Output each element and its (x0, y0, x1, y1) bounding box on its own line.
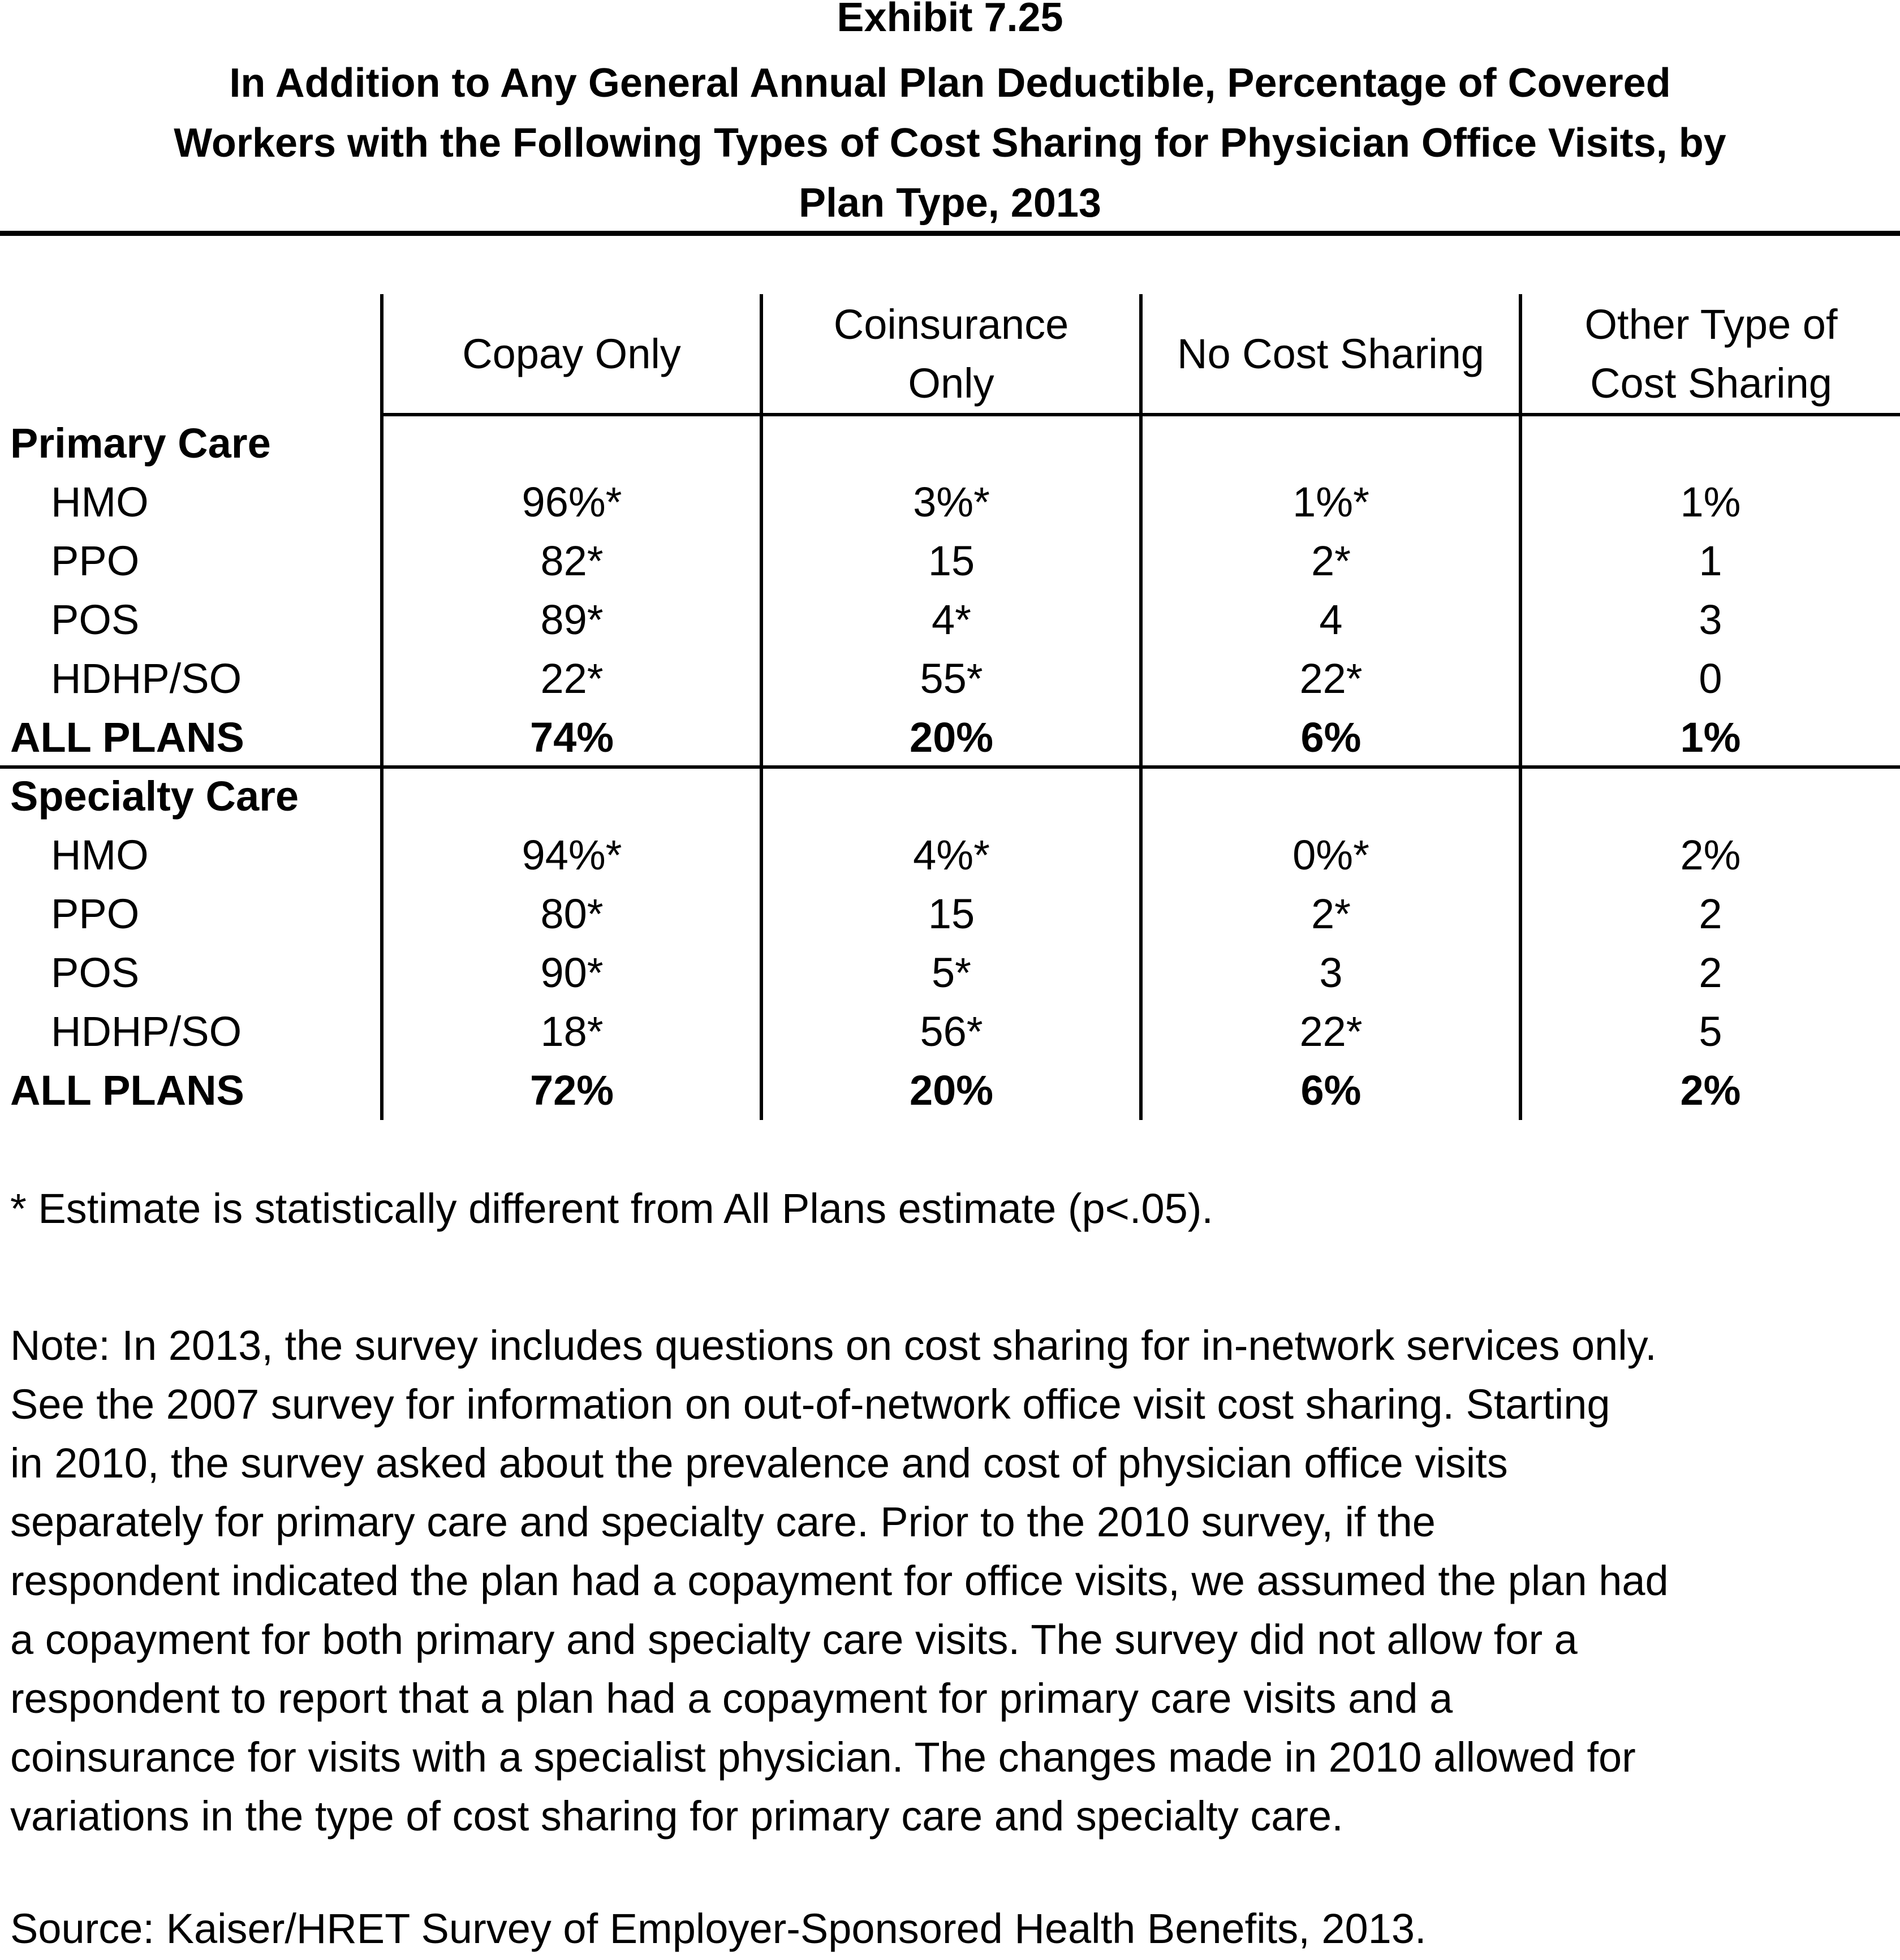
cell-coinsurance-only: 20% (909, 1067, 994, 1114)
cell-coinsurance-only: 20% (909, 714, 994, 761)
column-header-label: Coinsurance Only (833, 301, 1069, 407)
cell-no-cost-sharing: 22* (1299, 1008, 1363, 1055)
cell-other-cost-sharing: 1% (1680, 479, 1741, 525)
cell-other-cost-sharing: 1% (1680, 714, 1741, 761)
cell-other-cost-sharing: 2% (1680, 832, 1741, 878)
row-label: HDHP/SO (51, 655, 242, 702)
cell-coinsurance-only: 15 (928, 890, 975, 937)
cell-coinsurance-only: 4%* (913, 832, 990, 878)
cell-no-cost-sharing: 22* (1299, 655, 1363, 702)
row-label: ALL PLANS (10, 1067, 244, 1114)
cell-coinsurance-only: 56* (920, 1008, 983, 1055)
section-row-specialty-care (0, 767, 1900, 826)
note-line: variations in the type of cost sharing for primary care and specialty care. (10, 1793, 1343, 1840)
table-row (0, 473, 1900, 532)
row-label: POS (51, 596, 140, 643)
cell-other-cost-sharing: 1 (1699, 537, 1722, 584)
cell-coinsurance-only: 15 (928, 537, 975, 584)
note-line: coinsurance for visits with a specialist physician. The changes made in 2010 allowed for (10, 1734, 1636, 1781)
column-header-coinsurance-only (763, 294, 1139, 414)
cell-coinsurance-only: 55* (920, 655, 983, 702)
table-row (0, 826, 1900, 885)
title-divider (0, 231, 1900, 236)
section-label: Primary Care (10, 420, 271, 467)
column-header-label: Other Type of Cost Sharing (1584, 301, 1838, 407)
cell-copay-only: 82* (540, 537, 604, 584)
note-line: See the 2007 survey for information on out-of-network office visit cost sharing. Starting (10, 1381, 1610, 1428)
cell-coinsurance-only: 3%* (913, 479, 990, 525)
source-citation: Source: Kaiser/HRET Survey of Employer-Sponsored Health Benefits, 2013. (10, 1905, 1427, 1952)
section-label: Specialty Care (10, 773, 299, 820)
cell-other-cost-sharing: 0 (1699, 655, 1722, 702)
cell-no-cost-sharing: 2* (1311, 537, 1351, 584)
cell-no-cost-sharing: 6% (1300, 1067, 1362, 1114)
cell-copay-only: 89* (540, 596, 604, 643)
note-line: respondent to report that a plan had a copayment for primary care visits and a (10, 1675, 1453, 1722)
note-line: separately for primary care and specialty care. Prior to the 2010 survey, if the (10, 1498, 1436, 1545)
cell-no-cost-sharing: 0%* (1292, 832, 1369, 878)
cell-coinsurance-only: 4* (932, 596, 971, 643)
significance-footnote: * Estimate is statistically different from All Plans estimate (p<.05). (10, 1185, 1213, 1232)
row-label: PPO (51, 890, 140, 937)
exhibit-title (23, 53, 1877, 233)
table-row (0, 944, 1900, 1002)
row-label: PPO (51, 537, 140, 584)
cell-no-cost-sharing: 6% (1300, 714, 1362, 761)
cell-no-cost-sharing: 3 (1319, 949, 1343, 996)
cell-no-cost-sharing: 1%* (1292, 479, 1369, 525)
cell-copay-only: 72% (529, 1067, 614, 1114)
cell-no-cost-sharing: 4 (1319, 596, 1343, 643)
table-row (0, 649, 1900, 708)
cell-other-cost-sharing: 2% (1680, 1067, 1741, 1114)
cell-coinsurance-only: 5* (932, 949, 971, 996)
title-line-2: Workers with the Following Types of Cost Sharing for Physician Office Visits, by (174, 120, 1726, 166)
cell-other-cost-sharing: 2 (1699, 949, 1722, 996)
methodology-note (10, 1316, 1894, 1846)
cell-no-cost-sharing: 2* (1311, 890, 1351, 937)
cell-copay-only: 18* (540, 1008, 604, 1055)
table-row (0, 885, 1900, 944)
title-line-1: In Addition to Any General Annual Plan Deductible, Percentage of Covered (229, 61, 1671, 106)
cell-other-cost-sharing: 5 (1699, 1008, 1722, 1055)
note-line: respondent indicated the plan had a copayment for office visits, we assumed the plan had (10, 1557, 1669, 1604)
table-row (0, 591, 1900, 649)
cell-copay-only: 94%* (522, 832, 622, 878)
cell-copay-only: 80* (540, 890, 604, 937)
table-row (0, 1002, 1900, 1061)
row-label: HDHP/SO (51, 1008, 242, 1055)
cell-copay-only: 96%* (522, 479, 622, 525)
note-line: in 2010, the survey asked about the prevalence and cost of physician office visits (10, 1440, 1508, 1487)
column-header-copay-only: Copay Only (462, 330, 681, 377)
cell-other-cost-sharing: 2 (1699, 890, 1722, 937)
cell-copay-only: 22* (540, 655, 604, 702)
row-label: HMO (51, 479, 149, 525)
column-header-no-cost-sharing: No Cost Sharing (1177, 330, 1484, 377)
cost-sharing-table (0, 294, 1900, 1120)
row-label: POS (51, 949, 140, 996)
cell-other-cost-sharing: 3 (1699, 596, 1722, 643)
note-line: Note: In 2013, the survey includes questions on cost sharing for in-network services only. (10, 1322, 1657, 1369)
cell-copay-only: 90* (540, 949, 604, 996)
table-row (0, 532, 1900, 591)
total-row-primary-care (0, 708, 1900, 767)
column-header-other-cost-sharing (1522, 294, 1900, 414)
exhibit-number: Exhibit 7.25 (837, 0, 1063, 40)
title-line-3: Plan Type, 2013 (799, 180, 1101, 226)
section-row-primary-care (0, 414, 1900, 473)
cell-copay-only: 74% (529, 714, 614, 761)
row-label: HMO (51, 832, 149, 878)
note-line: a copayment for both primary and specialty care visits. The survey did not allow for a (10, 1616, 1578, 1663)
total-row-specialty-care (0, 1061, 1900, 1120)
row-label: ALL PLANS (10, 714, 244, 761)
